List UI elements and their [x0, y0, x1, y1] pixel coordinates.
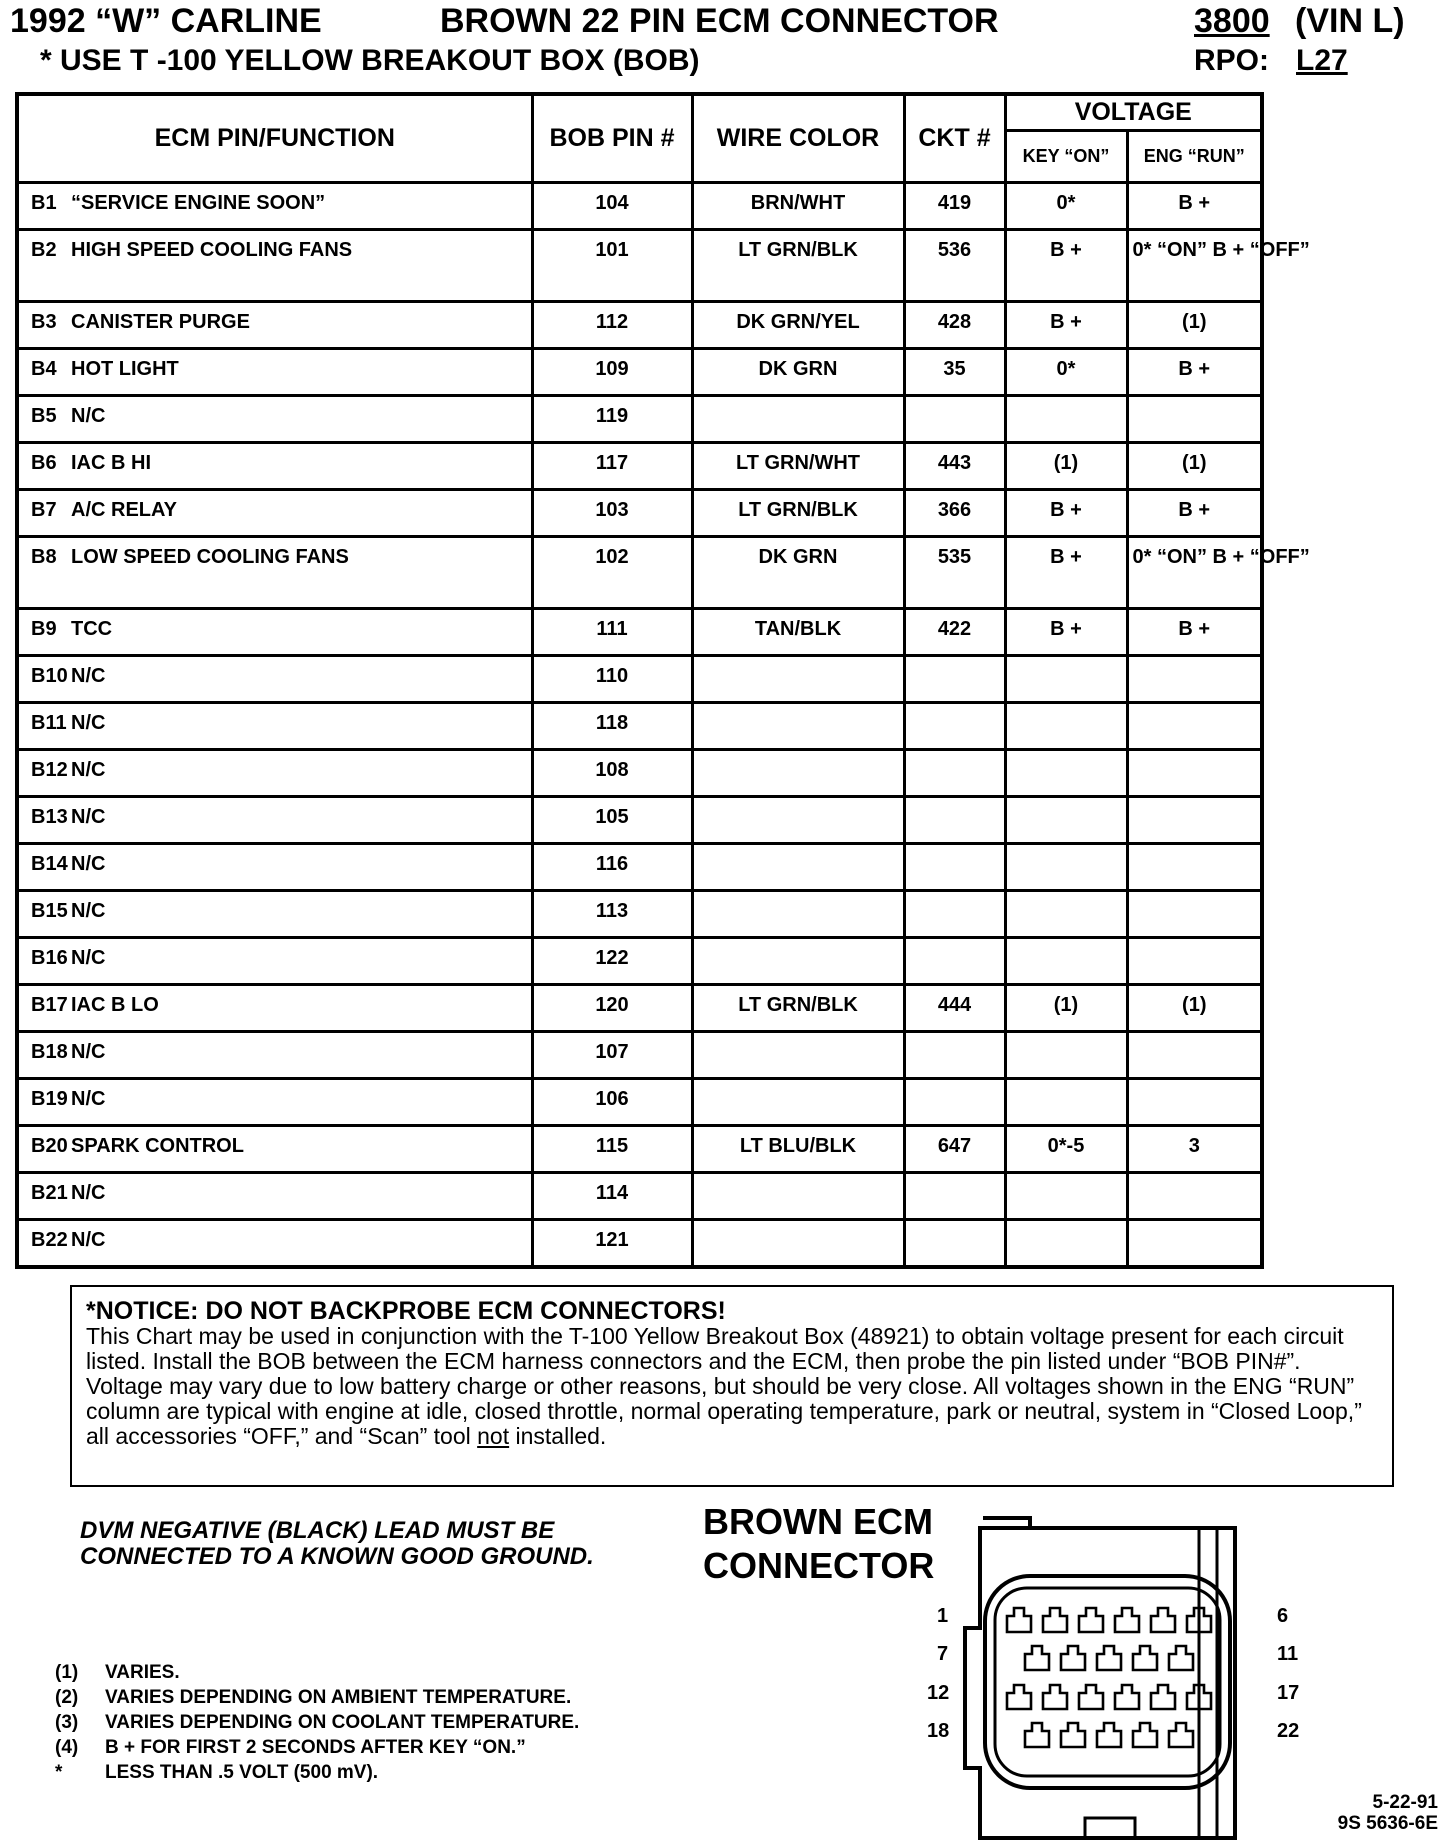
eng-run-cell: 0* “ON” B + “OFF” — [1127, 229, 1262, 301]
connector-title — [703, 1500, 934, 1588]
pin-function-cell — [17, 984, 532, 1031]
key-on-cell: 0* — [1005, 182, 1127, 229]
ecm-pin: B2 — [31, 238, 57, 261]
eng-run-cell — [1127, 395, 1262, 442]
ckt-cell — [904, 655, 1005, 702]
rpo-value: L27 — [1296, 44, 1348, 77]
ckt-cell: 535 — [904, 536, 1005, 608]
eng-run-cell: (1) — [1127, 301, 1262, 348]
bob-pin-cell: 105 — [532, 796, 692, 843]
ckt-cell — [904, 937, 1005, 984]
ecm-pin: B9 — [31, 617, 57, 640]
ecm-pin: B18 — [31, 1040, 68, 1063]
pin-function-cell — [17, 702, 532, 749]
ckt-cell — [904, 702, 1005, 749]
wire-color-cell: DK GRN — [692, 536, 904, 608]
pin-function: N/C — [71, 852, 106, 875]
pin-function: LOW SPEED COOLING FANS — [71, 545, 349, 568]
bob-pin-cell: 112 — [532, 301, 692, 348]
ckt-cell — [904, 1031, 1005, 1078]
pin-function-cell — [17, 1031, 532, 1078]
header-ckt: CKT # — [904, 94, 1005, 182]
key-on-cell — [1005, 1172, 1127, 1219]
pin-function-cell — [17, 1219, 532, 1267]
ecm-pin: B20 — [31, 1134, 68, 1157]
ecm-pin: B3 — [31, 310, 57, 333]
pin-function: N/C — [71, 805, 106, 828]
pin-function: IAC B HI — [71, 451, 151, 474]
wire-color-cell — [692, 843, 904, 890]
footnotes — [55, 1660, 579, 1785]
key-on-cell — [1005, 796, 1127, 843]
ecm-pin: B8 — [31, 545, 57, 568]
ecm-pin: B5 — [31, 404, 57, 427]
key-on-cell — [1005, 655, 1127, 702]
bob-pin-cell: 104 — [532, 182, 692, 229]
key-on-cell — [1005, 890, 1127, 937]
eng-run-cell — [1127, 749, 1262, 796]
wire-color-cell — [692, 1078, 904, 1125]
table-row — [17, 229, 1262, 301]
bob-pin-cell: 114 — [532, 1172, 692, 1219]
wire-color-cell — [692, 796, 904, 843]
bob-pin-cell: 106 — [532, 1078, 692, 1125]
key-on-cell — [1005, 702, 1127, 749]
bob-pin-cell: 110 — [532, 655, 692, 702]
eng-run-cell: B + — [1127, 489, 1262, 536]
pin-function-cell — [17, 301, 532, 348]
connector-pin-cavity — [1151, 1685, 1175, 1709]
connector-pin-cavity — [1151, 1608, 1175, 1632]
notice-body — [86, 1324, 1378, 1449]
ecm-pin: B14 — [31, 852, 68, 875]
footnote-key: (4) — [55, 1737, 79, 1758]
wire-color-cell — [692, 1172, 904, 1219]
connector-diagram — [955, 1508, 1275, 1840]
notice-box — [70, 1285, 1394, 1487]
connector-pin-cavity — [1079, 1685, 1103, 1709]
wire-color-cell: LT GRN/BLK — [692, 984, 904, 1031]
key-on-cell: B + — [1005, 301, 1127, 348]
pin-function: N/C — [71, 711, 106, 734]
connector-pin-cavity — [1133, 1723, 1157, 1747]
vin-code: (VIN L) — [1295, 2, 1405, 40]
pin-function: N/C — [71, 899, 106, 922]
connector-pin-cavity — [1115, 1608, 1139, 1632]
footnote — [55, 1735, 579, 1760]
ecm-pin: B1 — [31, 191, 57, 214]
footnote-key: * — [55, 1762, 63, 1783]
eng-run-cell — [1127, 1219, 1262, 1267]
ecm-pin: B7 — [31, 498, 57, 521]
connector-title-line2: CONNECTOR — [703, 1545, 935, 1586]
wire-color-cell — [692, 1031, 904, 1078]
bob-pin-cell: 116 — [532, 843, 692, 890]
pin-function: TCC — [71, 617, 113, 640]
bob-pin-cell: 119 — [532, 395, 692, 442]
page-subtitle: * USE T -100 YELLOW BREAKOUT BOX (BOB) — [40, 44, 700, 77]
table-row — [17, 182, 1262, 229]
pin-label-1: 1 — [937, 1605, 949, 1627]
connector-pin-cavity — [1025, 1723, 1049, 1747]
ecm-pin: B15 — [31, 899, 68, 922]
footnote — [55, 1685, 579, 1710]
ecm-pin: B16 — [31, 946, 68, 969]
document-id — [1338, 1792, 1438, 1834]
key-on-cell — [1005, 843, 1127, 890]
connector-pin-cavity — [1169, 1723, 1193, 1747]
ckt-cell: 536 — [904, 229, 1005, 301]
table-row — [17, 536, 1262, 608]
connector-pins — [1007, 1608, 1211, 1747]
table-row — [17, 937, 1262, 984]
table-row — [17, 1125, 1262, 1172]
carline-title: 1992 “W” CARLINE — [10, 2, 322, 40]
table-row — [17, 655, 1262, 702]
connector-pin-cavity — [1007, 1608, 1031, 1632]
table-row — [17, 890, 1262, 937]
pin-function: N/C — [71, 1181, 106, 1204]
pin-function-cell — [17, 608, 532, 655]
notice-emphasis: not — [477, 1423, 510, 1449]
document-number: 9S 5636-6E — [1337, 1813, 1438, 1834]
ckt-cell — [904, 1219, 1005, 1267]
wire-color-cell: DK GRN/YEL — [692, 301, 904, 348]
ckt-cell — [904, 1078, 1005, 1125]
footnote — [55, 1710, 579, 1735]
pin-function-cell — [17, 890, 532, 937]
pin-function: N/C — [71, 758, 106, 781]
table-row — [17, 1172, 1262, 1219]
header-bob-pin: BOB PIN # — [532, 94, 692, 182]
header-wire-color: WIRE COLOR — [692, 94, 904, 182]
ckt-cell — [904, 843, 1005, 890]
connector-pin-cavity — [1169, 1646, 1193, 1670]
pin-function: N/C — [71, 404, 106, 427]
table-row — [17, 301, 1262, 348]
connector-pin-cavity — [1079, 1608, 1103, 1632]
ecm-pin: B13 — [31, 805, 68, 828]
table-row — [17, 395, 1262, 442]
bob-pin-cell: 109 — [532, 348, 692, 395]
dvm-note-line1: DVM NEGATIVE (BLACK) LEAD MUST BE — [80, 1517, 555, 1544]
pin-function-cell — [17, 348, 532, 395]
wire-color-cell: LT GRN/WHT — [692, 442, 904, 489]
table-row — [17, 843, 1262, 890]
pin-function-cell — [17, 1172, 532, 1219]
notice-body-end: installed. — [509, 1423, 607, 1449]
ckt-cell: 422 — [904, 608, 1005, 655]
wire-color-cell — [692, 937, 904, 984]
bob-pin-cell: 113 — [532, 890, 692, 937]
pin-function-cell — [17, 182, 532, 229]
key-on-cell: 0* — [1005, 348, 1127, 395]
pin-function: SPARK CONTROL — [71, 1134, 244, 1157]
pin-function-cell — [17, 536, 532, 608]
ecm-pin: B11 — [31, 711, 67, 734]
bob-pin-cell: 107 — [532, 1031, 692, 1078]
pin-function: N/C — [71, 1040, 106, 1063]
eng-run-cell — [1127, 702, 1262, 749]
bob-pin-cell: 122 — [532, 937, 692, 984]
eng-run-cell: 0* “ON” B + “OFF” — [1127, 536, 1262, 608]
pin-function-cell — [17, 442, 532, 489]
table-row — [17, 489, 1262, 536]
engine-code: 3800 — [1194, 2, 1270, 40]
pin-label-18: 18 — [927, 1720, 950, 1742]
wire-color-cell — [692, 890, 904, 937]
key-on-cell — [1005, 1031, 1127, 1078]
table-row — [17, 796, 1262, 843]
footnote — [55, 1660, 579, 1685]
key-on-cell: B + — [1005, 536, 1127, 608]
ckt-cell: 419 — [904, 182, 1005, 229]
wire-color-cell — [692, 395, 904, 442]
notice-title: *NOTICE: DO NOT BACKPROBE ECM CONNECTORS! — [86, 1297, 726, 1325]
key-on-cell: 0*-5 — [1005, 1125, 1127, 1172]
pin-function-cell — [17, 229, 532, 301]
wire-color-cell: BRN/WHT — [692, 182, 904, 229]
header-eng-run: ENG “RUN” — [1127, 130, 1262, 182]
footnote-text: VARIES DEPENDING ON AMBIENT TEMPERATURE. — [105, 1687, 572, 1708]
pin-function-cell — [17, 1125, 532, 1172]
connector-pin-cavity — [1025, 1646, 1049, 1670]
header-key-on: KEY “ON” — [1005, 130, 1127, 182]
eng-run-cell: 3 — [1127, 1125, 1262, 1172]
pin-label-17: 17 — [1277, 1682, 1300, 1704]
ckt-cell — [904, 796, 1005, 843]
table-row — [17, 1031, 1262, 1078]
bob-pin-cell: 118 — [532, 702, 692, 749]
eng-run-cell: (1) — [1127, 984, 1262, 1031]
pin-label-7: 7 — [937, 1643, 949, 1665]
ecm-pin: B21 — [31, 1181, 68, 1204]
footnote-text: VARIES DEPENDING ON COOLANT TEMPERATURE. — [105, 1712, 580, 1733]
pin-function-cell — [17, 395, 532, 442]
pin-function-cell — [17, 1078, 532, 1125]
pin-function-cell — [17, 749, 532, 796]
bob-pin-cell: 101 — [532, 229, 692, 301]
pin-function: N/C — [71, 1087, 106, 1110]
key-on-cell: (1) — [1005, 984, 1127, 1031]
eng-run-cell: (1) — [1127, 442, 1262, 489]
ecm-pin: B12 — [31, 758, 68, 781]
ecm-pin: B22 — [31, 1228, 68, 1251]
wire-color-cell: LT GRN/BLK — [692, 229, 904, 301]
wire-color-cell — [692, 1219, 904, 1267]
pin-function-cell — [17, 655, 532, 702]
eng-run-cell: B + — [1127, 608, 1262, 655]
ecm-pin: B10 — [31, 664, 68, 687]
notice-body-text: This Chart may be used in conjunction with the T-100 Yellow Breakout Box (48921) to obtain voltage present for each circuit listed. Install the BOB between the ECM harness connectors and the ECM, then probe the pin listed under “BOB PIN#”. Voltage may vary due to low battery charge or other reasons, but should be very close. All voltages shown in the ENG “RUN” column are typical with engine at idle, closed throttle, normal operating temperature, park or neutral, system in “Closed Loop,” all accessories “OFF,” and “Scan” tool — [86, 1323, 1362, 1449]
ckt-cell — [904, 395, 1005, 442]
eng-run-cell — [1127, 655, 1262, 702]
ecm-pin: B19 — [31, 1087, 68, 1110]
connector-pin-cavity — [1097, 1723, 1121, 1747]
page-title: BROWN 22 PIN ECM CONNECTOR — [440, 2, 999, 40]
footnote-key: (2) — [55, 1687, 79, 1708]
pin-function: “SERVICE ENGINE SOON” — [71, 191, 326, 214]
footnote — [55, 1760, 579, 1785]
key-on-cell — [1005, 749, 1127, 796]
dvm-note-line2: CONNECTED TO A KNOWN GOOD GROUND. — [80, 1543, 594, 1570]
pin-function: HIGH SPEED COOLING FANS — [71, 238, 353, 261]
ecm-pin: B6 — [31, 451, 57, 474]
header-pin-function: ECM PIN/FUNCTION — [17, 94, 532, 182]
wire-color-cell: LT BLU/BLK — [692, 1125, 904, 1172]
ckt-cell: 647 — [904, 1125, 1005, 1172]
pin-function: IAC B LO — [71, 993, 159, 1016]
connector-pin-cavity — [1061, 1646, 1085, 1670]
pin-function-cell — [17, 937, 532, 984]
bob-pin-cell: 103 — [532, 489, 692, 536]
eng-run-cell — [1127, 796, 1262, 843]
footnote-key: (3) — [55, 1712, 79, 1733]
table-row — [17, 749, 1262, 796]
pin-label-22: 22 — [1277, 1720, 1300, 1742]
connector-title-line1: BROWN ECM — [703, 1501, 933, 1542]
wire-color-cell: TAN/BLK — [692, 608, 904, 655]
eng-run-cell — [1127, 1031, 1262, 1078]
dvm-note — [80, 1518, 594, 1570]
header-voltage: VOLTAGE — [1005, 94, 1262, 130]
table-row — [17, 1219, 1262, 1267]
connector-pin-cavity — [1115, 1685, 1139, 1709]
eng-run-cell: B + — [1127, 182, 1262, 229]
footnote-text: VARIES. — [105, 1662, 180, 1683]
pin-function: N/C — [71, 946, 106, 969]
key-on-cell: B + — [1005, 229, 1127, 301]
ckt-cell: 444 — [904, 984, 1005, 1031]
eng-run-cell — [1127, 1078, 1262, 1125]
key-on-cell — [1005, 395, 1127, 442]
pin-function: HOT LIGHT — [71, 357, 179, 380]
ecm-pin: B17 — [31, 993, 68, 1016]
wire-color-cell — [692, 702, 904, 749]
ecm-pin: B4 — [31, 357, 57, 380]
key-on-cell: B + — [1005, 608, 1127, 655]
table-row — [17, 984, 1262, 1031]
eng-run-cell: B + — [1127, 348, 1262, 395]
pin-function: N/C — [71, 1228, 106, 1251]
key-on-cell — [1005, 1219, 1127, 1267]
bob-pin-cell: 121 — [532, 1219, 692, 1267]
bob-pin-cell: 117 — [532, 442, 692, 489]
ckt-cell: 428 — [904, 301, 1005, 348]
key-on-cell — [1005, 1078, 1127, 1125]
pin-function: CANISTER PURGE — [71, 310, 250, 333]
connector-pin-cavity — [1133, 1646, 1157, 1670]
connector-pin-cavity — [1043, 1608, 1067, 1632]
eng-run-cell — [1127, 843, 1262, 890]
eng-run-cell — [1127, 1172, 1262, 1219]
table-row — [17, 1078, 1262, 1125]
ckt-cell: 366 — [904, 489, 1005, 536]
ckt-cell — [904, 1172, 1005, 1219]
table-row — [17, 348, 1262, 395]
key-on-cell — [1005, 937, 1127, 984]
pin-label-6: 6 — [1277, 1605, 1289, 1627]
pin-function: N/C — [71, 664, 106, 687]
pin-function-cell — [17, 489, 532, 536]
eng-run-cell — [1127, 890, 1262, 937]
wire-color-cell: LT GRN/BLK — [692, 489, 904, 536]
bob-pin-cell: 111 — [532, 608, 692, 655]
table-row — [17, 702, 1262, 749]
connector-pin-cavity — [1043, 1685, 1067, 1709]
ckt-cell — [904, 890, 1005, 937]
ckt-cell: 443 — [904, 442, 1005, 489]
bob-pin-cell: 102 — [532, 536, 692, 608]
table-row — [17, 442, 1262, 489]
pin-function: A/C RELAY — [71, 498, 177, 521]
bob-pin-cell: 120 — [532, 984, 692, 1031]
ecm-table-body — [17, 182, 1310, 1267]
rpo-label: RPO: — [1194, 44, 1269, 77]
pin-label-11: 11 — [1277, 1643, 1299, 1665]
wire-color-cell: DK GRN — [692, 348, 904, 395]
connector-pin-cavity — [1097, 1646, 1121, 1670]
footnote-text: LESS THAN .5 VOLT (500 mV). — [105, 1762, 379, 1783]
footnote-text: B + FOR FIRST 2 SECONDS AFTER KEY “ON.” — [105, 1737, 526, 1758]
document-date: 5-22-91 — [1372, 1792, 1438, 1813]
connector-pin-cavity — [1061, 1723, 1085, 1747]
pin-label-12: 12 — [927, 1682, 950, 1704]
eng-run-cell — [1127, 937, 1262, 984]
ecm-pin-table — [15, 92, 1310, 1269]
table-row — [17, 608, 1262, 655]
footnote-key: (1) — [55, 1662, 79, 1683]
key-on-cell: B + — [1005, 489, 1127, 536]
ckt-cell: 35 — [904, 348, 1005, 395]
connector-pin-cavity — [1007, 1685, 1031, 1709]
pin-function-cell — [17, 843, 532, 890]
key-on-cell: (1) — [1005, 442, 1127, 489]
pin-function-cell — [17, 796, 532, 843]
ckt-cell — [904, 749, 1005, 796]
wire-color-cell — [692, 655, 904, 702]
bob-pin-cell: 115 — [532, 1125, 692, 1172]
bob-pin-cell: 108 — [532, 749, 692, 796]
wire-color-cell — [692, 749, 904, 796]
